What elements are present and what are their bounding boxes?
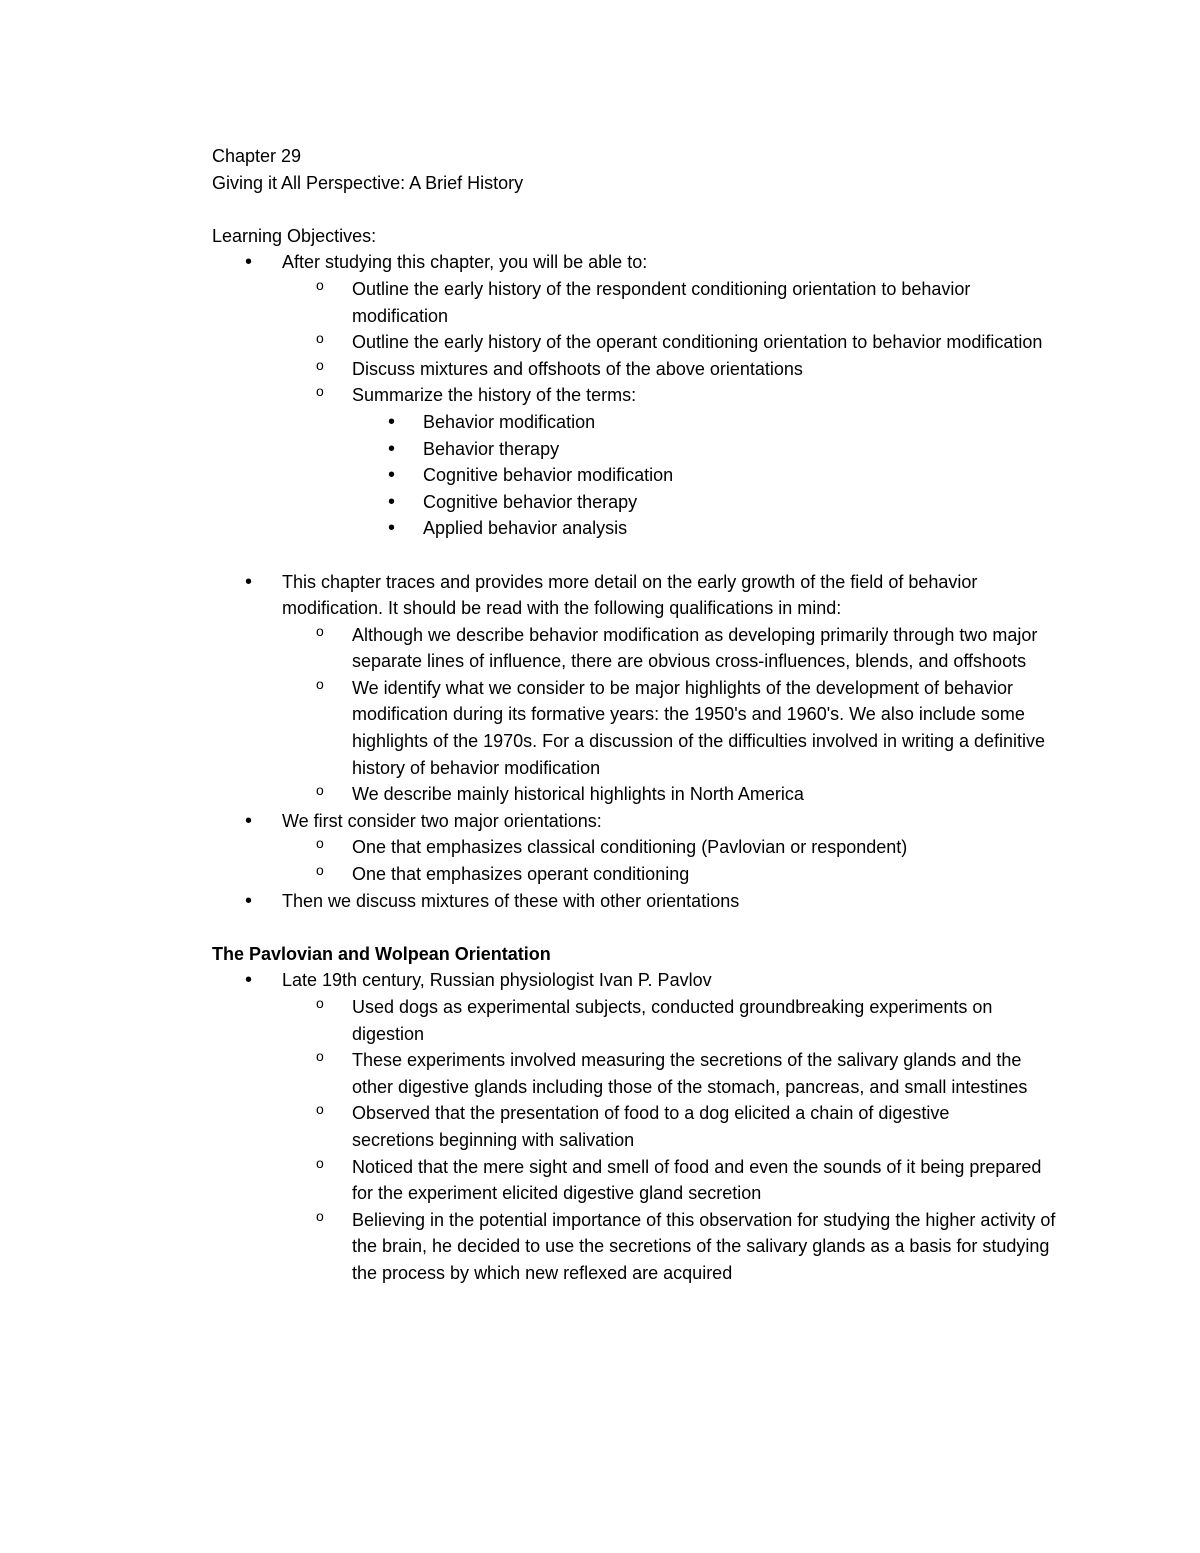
bullet-icon: • — [245, 969, 253, 992]
list-item: • Applied behavior analysis — [212, 515, 1072, 542]
list-item: o These experiments involved measuring the secretions of the salivary glands and the other digestive glands including those of the stomach, pancreas, and small intestines — [212, 1047, 1072, 1100]
circle-bullet-icon: o — [316, 276, 324, 293]
bullet-icon: • — [245, 889, 253, 912]
list-item: o Outline the early history of the respondent conditioning orientation to behavior modification — [212, 276, 1072, 329]
list-item — [212, 967, 1072, 1286]
list-item: • Cognitive behavior therapy — [212, 489, 1072, 516]
bullet-icon: • — [388, 410, 396, 433]
list-item: o Noticed that the mere sight and smell of food and even the sounds of it being prepared for the experiment elicited digestive gland secretion — [212, 1154, 1072, 1207]
chapter-title: Giving it All Perspective: A Brief History — [212, 172, 524, 193]
bullet-icon: • — [388, 517, 396, 540]
circle-bullet-icon: o — [316, 1048, 324, 1065]
list-item: o Used dogs as experimental subjects, conducted groundbreaking experiments on digestion — [212, 994, 1072, 1047]
chapter-number: Chapter 29 — [212, 146, 302, 166]
objectives-intro: After studying this chapter, you will be able to: — [282, 252, 648, 273]
list-item: o One that emphasizes classical conditioning (Pavlovian or respondent) — [212, 834, 1072, 861]
circle-bullet-icon: o — [316, 1207, 324, 1224]
terms-list — [212, 409, 1072, 542]
circle-bullet-icon: o — [316, 782, 324, 799]
list-item: o We identify what we consider to be major highlights of the development of behavior modification during its formative years: the 1950's and 1960's. We also include some highlights of the 1970s. For a discussion of the difficulties involved in writing a definitive history of behavior modification — [212, 675, 1072, 781]
qualifications-list — [212, 622, 1072, 808]
bullet-icon: • — [388, 490, 396, 513]
list-item — [212, 249, 1072, 542]
spacer — [212, 196, 1072, 223]
pavlovian-list — [212, 967, 1072, 1286]
list-item: o One that emphasizes operant conditioning — [212, 861, 1072, 888]
mixtures-note: Then we discuss mixtures of these with other orientations — [282, 890, 740, 911]
overview-intro: This chapter traces and provides more detail on the early growth of the field of behavior modification. It should be read with the following qualifications in mind: — [282, 571, 978, 619]
orientations-list — [212, 834, 1072, 887]
bullet-icon: • — [245, 570, 253, 593]
list-item: • Behavior therapy — [212, 436, 1072, 463]
list-item: o Although we describe behavior modification as developing primarily through two major separate lines of influence, there are obvious cross-influences, blends, and offshoots — [212, 622, 1072, 675]
circle-bullet-icon: o — [316, 622, 324, 639]
list-item: o Observed that the presentation of food to a dog elicited a chain of digestive secretions beginning with salivation — [212, 1100, 1072, 1153]
circle-bullet-icon: o — [316, 330, 324, 347]
spacer — [212, 914, 1072, 941]
circle-bullet-icon: o — [316, 1154, 324, 1171]
list-item — [212, 808, 1072, 888]
list-item: o We describe mainly historical highlights in North America — [212, 781, 1072, 808]
list-item: o Discuss mixtures and offshoots of the above orientations — [212, 356, 1072, 383]
objectives-label: Learning Objectives: — [212, 225, 377, 246]
section-heading: The Pavlovian and Wolpean Orientation — [212, 943, 551, 964]
pavlovian-points — [212, 994, 1072, 1287]
objectives-list — [212, 249, 1072, 542]
orientations-intro: We first consider two major orientations: — [282, 810, 602, 831]
circle-bullet-icon: o — [316, 995, 324, 1011]
circle-bullet-icon: o — [316, 1101, 324, 1118]
list-item: o Outline the early history of the operant conditioning orientation to behavior modification — [212, 329, 1072, 356]
circle-bullet-icon: o — [316, 675, 324, 692]
list-item: • Cognitive behavior modification — [212, 462, 1072, 489]
objectives-sublist — [212, 276, 1072, 542]
bullet-icon: • — [388, 437, 396, 460]
circle-bullet-icon: o — [316, 356, 324, 373]
overview-list — [212, 569, 1072, 915]
list-item: o Believing in the potential importance of this observation for studying the higher activity of the brain, he decided to use the secretions of the salivary glands as a basis for studying the process by which new reflexed are acquired — [212, 1207, 1072, 1287]
bullet-icon: • — [388, 464, 396, 487]
document-body — [212, 143, 1072, 1287]
circle-bullet-icon: o — [316, 862, 324, 879]
list-item: • Behavior modification — [212, 409, 1072, 436]
list-item: o Summarize the history of the terms: • Behavior modification • Behavior therapy • Cognitive behavior modification • Cognitive behavior therapy • Applied behavior analysis — [212, 382, 1072, 542]
spacer — [212, 542, 1072, 569]
circle-bullet-icon: o — [316, 383, 324, 400]
bullet-icon: • — [245, 251, 253, 274]
list-item — [212, 888, 1072, 915]
list-item — [212, 569, 1072, 808]
pavlovian-intro: Late 19th century, Russian physiologist Ivan P. Pavlov — [282, 970, 712, 991]
bullet-icon: • — [245, 809, 253, 832]
circle-bullet-icon: o — [316, 835, 324, 852]
